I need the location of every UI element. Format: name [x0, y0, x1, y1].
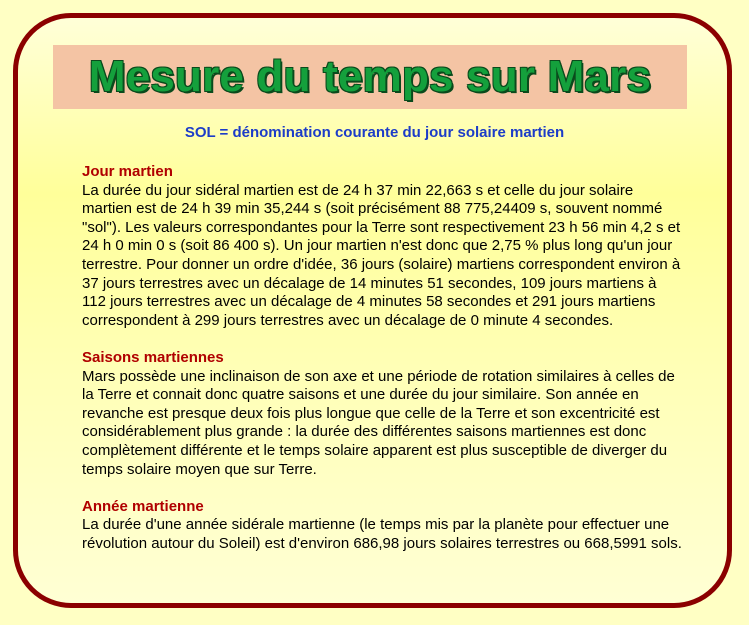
- section-jour-martien: [82, 163, 682, 330]
- title-banner: [53, 45, 687, 109]
- section-heading: Jour martien: [82, 163, 173, 180]
- section-text: Mars possède une inclinaison de son axe et une période de rotation similaires à celles de la Terre et connait donc quatre saisons et une durée du jour similaire. Son année en revanche est presque deux fois plus longue que celle de la Terre et son excentricité est considérablement plus grande : la durée des différentes saisons martiennes est donc complètement différente et le temps solaire apparent est plus susceptible de diverger du temps solaire moyen que sur Terre.: [82, 367, 675, 478]
- section-text: La durée d'une année sidérale martienne (le temps mis par la planète pour effectuer une révolution autour du Soleil) est d'environ 686,98 jours solaires terrestres ou 668,5991 sols.: [82, 516, 682, 552]
- section-saisons-martiennes: [82, 349, 682, 479]
- subtitle: SOL = dénomination courante du jour solaire martien: [184, 124, 565, 141]
- section-annee-martienne: [82, 498, 682, 554]
- content: [82, 163, 682, 572]
- section-heading: Saisons martiennes: [82, 348, 224, 366]
- section-text: La durée du jour sidéral martien est de 24 h 37 min 22,663 s et celle du jour solaire martien est de 24 h 39 min 35,244 s (soit précisément 88 775,24409 s, souvent nommé "sol"). Les valeurs correspondantes pour la Terre sont respectivement 23 h 56 min 4,2 s et 24 h 0 min 0 s (soit 86 400 s). Un jour martien n'est donc que 2,75 % plus long qu'un jour terrestre. Pour donner un ordre d'idée, 36 jours (solaire) martiens correspondent environ à 37 jours terrestres avec un décalage de 14 minutes 51 secondes, 109 jours martiens à 112 jours terrestres avec un décalage de 4 minutes 58 secondes et 291 jours martiens correspondent à 299 jours terrestres avec un décalage de 0 minute 4 secondes.: [82, 181, 681, 329]
- page-title: Mesure du temps sur Mars: [88, 52, 652, 101]
- section-heading: Année martienne: [82, 497, 204, 515]
